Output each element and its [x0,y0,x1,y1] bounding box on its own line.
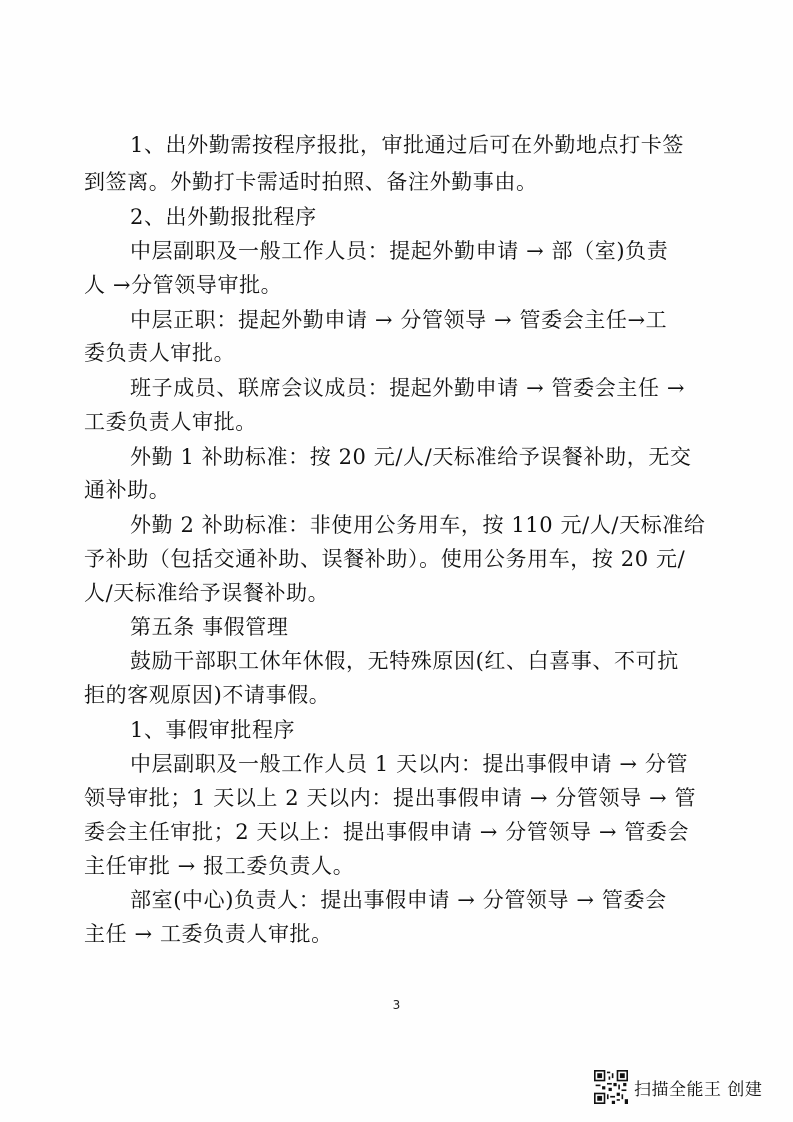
paragraph-line-23: 部室(中心)负责人：提出事假申请 → 分管领导 → 管委会 [130,888,667,912]
paragraph-line-22: 主任审批 → 报工委负责人。 [84,854,355,878]
paragraph-line-16: 鼓励干部职工休年休假，无特殊原因(红、白喜事、不可抗 [130,649,679,673]
paragraph-line-1: 1、出外勤需按程序报批，审批通过后可在外勤地点打卡签 [130,133,684,157]
paragraph-line-7: 委负责人审批。 [84,341,236,365]
paragraph-line-17: 拒的客观原因)不请事假。 [84,683,331,707]
paragraph-line-12: 外勤 2 补助标准：非使用公务用车，按 110 元/人/天标准给 [130,513,706,537]
paragraph-line-19: 中层副职及一般工作人员 1 天以内：提出事假申请 → 分管 [130,752,689,776]
paragraph-line-11: 通补助。 [84,478,171,502]
paragraph-line-4: 中层副职及一般工作人员：提起外勤申请 → 部（室)负责 [130,239,669,263]
page-number: 3 [392,998,401,1012]
paragraph-line-5: 人 →分管领导审批。 [84,273,283,297]
section-heading-outwork-procedure: 2、出外勤报批程序 [130,205,317,229]
section-heading-leave-procedure: 1、事假审批程序 [130,718,296,742]
paragraph-line-2: 到签离。外勤打卡需适时拍照、备注外勤事由。 [84,170,538,194]
qr-code-icon [594,1070,628,1104]
paragraph-line-20: 领导审批；1 天以上 2 天以内：提出事假申请 → 分管领导 → 管 [84,786,697,810]
paragraph-line-10: 外勤 1 补助标准：按 20 元/人/天标准给予误餐补助，无交 [130,445,692,469]
paragraph-line-14: 人/天标准给予误餐补助。 [84,581,330,605]
paragraph-line-8: 班子成员、联席会议成员：提起外勤申请 → 管委会主任 → [130,376,686,400]
paragraph-line-9: 工委负责人审批。 [84,410,257,434]
watermark-text: 扫描全能王 创建 [634,1079,763,1100]
paragraph-line-24: 主任 → 工委负责人审批。 [84,922,333,946]
paragraph-line-13: 予补助（包括交通补助、误餐补助）。使用公务用车，按 20 元/ [84,547,686,571]
scanner-watermark [594,1070,762,1104]
article-heading-personal-leave: 第五条 事假管理 [130,615,289,639]
paragraph-line-21: 委会主任审批；2 天以上：提出事假申请 → 分管领导 → 管委会 [84,820,690,844]
paragraph-line-6: 中层正职：提起外勤申请 → 分管领导 → 管委会主任→工 [130,308,668,332]
